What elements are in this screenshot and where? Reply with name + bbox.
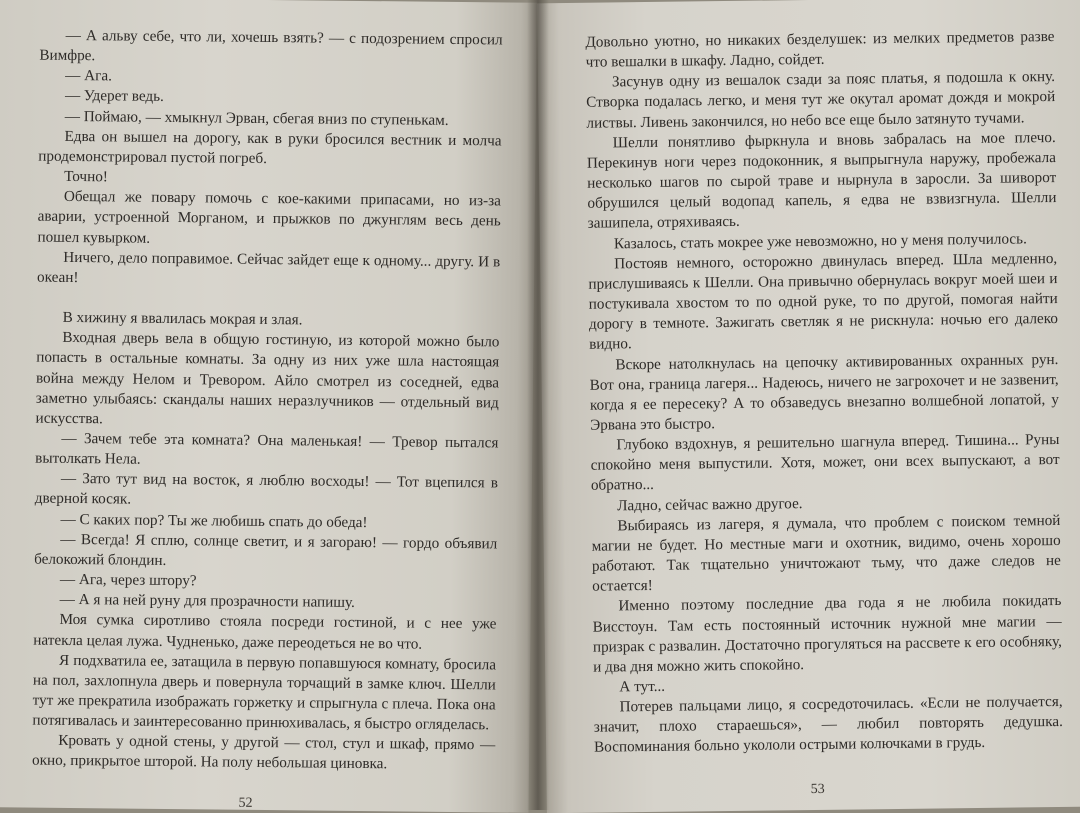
paragraph: — А альву себе, что ли, хочешь взять? — с подозрением спросил Вимфре. <box>39 26 503 65</box>
paragraph: Входная дверь вела в общую гостиную, из которой можно было попасть в остальные комнаты. За одну из них уже шла настоящая война между Нелом и Тревором. Айло смотрел из соседней, едва заметно улыбаясь: скандалы наших неразлучников — отдельный вид искусства. <box>35 329 500 428</box>
book-gutter <box>527 0 549 810</box>
paragraph: Едва он вышел на дорогу, как в руки бросился вестник и молча продемонстрировал пустой погреб. <box>38 127 502 167</box>
paragraph: Вскоре натолкнулась на цепочку активированных охранных рун. Вот она, граница лагеря... Надеюсь, ничего не загрохочет и не зазвенит, когда я ее пересеку? А то обзаведусь внезапно волшебной лопатой, у Эрвана это быстро. <box>589 350 1060 434</box>
paragraph: — С каких пор? Ты же любишь спать до обеда! <box>60 510 368 531</box>
paragraph: Засунув одну из вешалок сзади за пояс платья, я подошла к окну. Створка подалась легко, и меня тут же окутал аромат дождя и мокрой листвы. Ливень закончился, но небо все еще было затянуто тучами. <box>586 68 1056 132</box>
paragraph: Моя сумка сиротливо стояла посреди гостиной, и с нее уже натекла целая лужа. Чудненько, даже переодеться не во что. <box>33 611 497 653</box>
paragraph: — Ага. <box>65 67 113 85</box>
paragraph: Глубоко вздохнув, я решительно шагнула вперед. Тишина... Руны спокойно меня выпустили. Хотя, может, они всех выпускают, а вот обратно... <box>590 431 1060 495</box>
paragraph: — Ага, через штору? <box>59 570 197 590</box>
paragraph: А тут... <box>619 677 666 696</box>
paragraph: Именно поэтому последние два года я не любила покидать Висстоун. Там есть постоянный источник нужной мне магии — призрак с развалин. Достаточно прогуляться на рассвете к его особняку, и два дня можно жить спокойно. <box>592 592 1062 676</box>
right-page <box>537 0 1080 813</box>
right-page-text <box>585 27 1063 758</box>
left-page <box>0 0 537 813</box>
paragraph: Казалось, стать мокрее уже невозможно, но у меня получилось. <box>613 229 1027 252</box>
paragraph: Довольно уютно, но никаких безделушек: из мелких предметов разве что вешалки в шкафу. Ладно, сойдет. <box>585 27 1055 71</box>
paragraph: Точно! <box>64 167 108 186</box>
left-page-text <box>32 26 503 776</box>
paragraph: — Зато тут вид на восток, я люблю восходы! — Тот вцепился в дверной косяк. <box>34 470 499 509</box>
paragraph: Шелли понятливо фыркнула и вновь забралась на мое плечо. Перекинув ноги через подоконник, я выпрыгнула наружу, пробежала несколько шагов по сырой траве и нырнула в заросли. За шиворот обрушился целый водопад капель, я едва не взвизгнула. Шелли зашипела, отряхиваясь. <box>586 128 1057 233</box>
paragraph: Ничего, дело поправимое. Сейчас зайдет еще к одному... другу. И в океан! <box>36 248 501 286</box>
paragraph: В хижину я ввалилась мокрая и злая. <box>62 308 303 329</box>
page-number-right: 53 <box>810 781 825 798</box>
paragraph: — Всегда! Я сплю, солнце светит, и я загораю! — гордо объявил белокожий блондин. <box>34 530 498 569</box>
paragraph: — Поймаю, — хмыкнул Эрван, сбегая вниз по ступенькам. <box>64 107 449 129</box>
paragraph: Постояв немного, осторожно двинулась вперед. Шла медленно, прислушиваясь к Шелли. Она привычно обернулась вокруг моей шеи и постукивала хвостом то по одной руке, то по другой, помогая найти дорогу в темноте. Зажигать светляк я не рискнула: ночью его далеко видно. <box>588 249 1059 354</box>
paragraph: Я подхватила ее, затащила в первую попавшуюся комнату, бросила на пол, захлопнула дверь и повернула торчащий в замке ключ. Шелли тут же прекратила изображать горжетку и спрыгнула с плеча. Пока она потягивалась и заинтересованно принюхивалась, я быстро огляделась. <box>32 651 497 734</box>
paragraph: — Зачем тебе эта комната? Она маленькая! — Тревор пытался вытолкать Нела. <box>35 429 499 468</box>
paragraph: — Удерет ведь. <box>64 87 164 106</box>
paragraph: Потерев пальцами лицо, я сосредоточилась. «Если не получается, значит, плохо стараешься», — любил повторять дедушка. Воспоминания больно укололи острыми колючками в грудь. <box>593 693 1063 757</box>
paragraph: — А я на ней руну для прозрачности напишу. <box>59 591 355 612</box>
paragraph: Выбираясь из лагеря, я думала, что проблем с поиском темной магии не будет. Но местные маги и охотник, видимо, очень хорошо работают. Так тщательно уничтожают тьму, что даже следов не остается! <box>591 511 1061 595</box>
page-number-left: 52 <box>238 795 253 811</box>
paragraph: Ладно, сейчас важно другое. <box>617 494 803 514</box>
paragraph: Кровать у одной стены, у другой — стол, стул и шкаф, прямо — окно, прикрытое шторой. На полу небольшая циновка. <box>31 732 496 773</box>
paragraph: Обещал же повару помочь с кое-какими припасами, но из-за аварии, устроенной Морганом, и прыжков по джунглям весь день пошел кувырком. <box>37 188 501 247</box>
